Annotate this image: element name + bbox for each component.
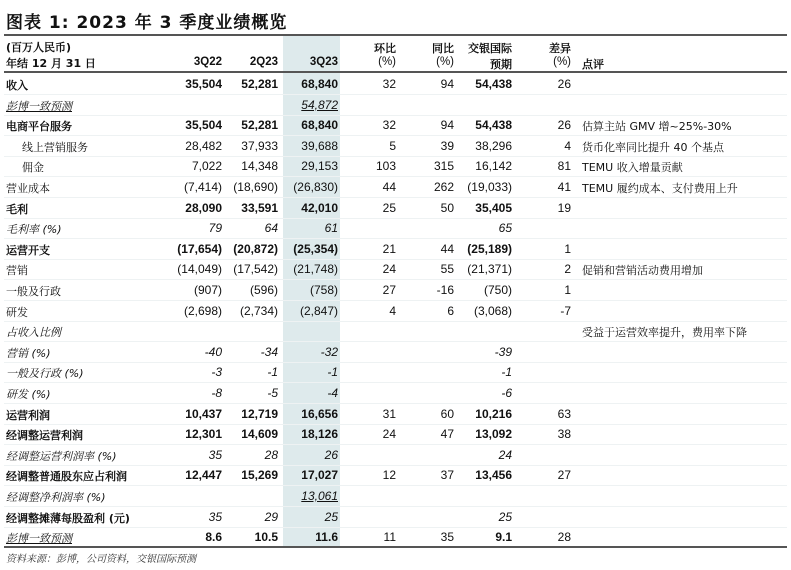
cell-3q23: (26,830): [293, 180, 338, 194]
cell-qoq: 4: [389, 303, 396, 318]
cell-estimate: 35,405: [475, 200, 512, 215]
cell-yoy: 37: [440, 468, 454, 483]
cell-qoq: 11: [383, 530, 396, 545]
row-label: 一般及行政: [6, 285, 61, 298]
cell-3q23: -1: [327, 365, 338, 380]
row-label: 经调整净利润率 (%): [6, 491, 106, 504]
cell-yoy: 94: [440, 118, 454, 133]
row-label: 营业成本: [6, 182, 50, 195]
table-top-rule: [4, 34, 787, 36]
cell-2q23: 28: [264, 447, 278, 462]
cell-qoq: 103: [375, 159, 396, 174]
table-row: [4, 444, 787, 466]
cell-estimate: 38,296: [475, 138, 512, 153]
cell-qoq: 27: [382, 283, 396, 297]
cell-3q22: (907): [193, 283, 222, 297]
cell-estimate: (25,189): [467, 241, 512, 256]
cell-diff: 38: [557, 427, 571, 442]
col-header-qoq: 环比: [374, 42, 396, 55]
cell-2q23: 14,609: [241, 427, 278, 442]
col-header-diff: 差异: [549, 42, 571, 55]
cell-2q23: -1: [267, 365, 278, 380]
cell-3q22: -8: [211, 386, 222, 400]
row-label: 毛利率 (%): [6, 223, 62, 237]
cell-yoy: 315: [433, 159, 454, 174]
cell-comment: 估算主站 GMV 增~25%-30%: [582, 120, 732, 134]
cell-3q23: (758): [309, 283, 338, 297]
col-header-3q22: 3Q22: [193, 56, 222, 68]
table-bottom-rule: [4, 546, 787, 548]
row-label: 研发: [6, 305, 28, 319]
table-row: [4, 361, 787, 383]
row-label: 经调整摊薄每股盈利 (元): [6, 511, 130, 525]
cell-3q22: (14,049): [177, 262, 222, 277]
table-row: [4, 382, 787, 404]
cell-3q22: 79: [208, 221, 222, 236]
row-label: 收入: [6, 79, 28, 92]
col-header-estimate-2: 预期: [490, 58, 512, 71]
cell-estimate: 9.1: [495, 530, 512, 545]
cell-estimate: 54,438: [475, 77, 512, 91]
cell-estimate: (3,068): [473, 303, 512, 318]
row-label: 彭博一致预测: [6, 532, 72, 546]
cell-2q23: 52,281: [241, 77, 278, 91]
cell-diff: 81: [557, 159, 571, 174]
cell-yoy: 39: [440, 138, 454, 153]
cell-3q23: 39,688: [301, 138, 338, 153]
cell-3q23: (25,354): [293, 241, 338, 256]
cell-3q22: 12,447: [185, 468, 222, 483]
cell-3q22: 35: [208, 509, 222, 524]
row-label: 线上营销服务: [22, 140, 88, 154]
cell-diff: 41: [557, 180, 571, 194]
cell-3q23: -32: [320, 344, 338, 359]
table-row: [4, 341, 787, 363]
cell-diff: 28: [557, 530, 571, 545]
cell-3q22: 12,301: [185, 427, 222, 442]
cell-estimate: 13,092: [475, 427, 512, 442]
row-label: 毛利: [6, 202, 28, 216]
col-header-estimate: 交银国际: [468, 42, 512, 55]
cell-estimate: 10,216: [475, 406, 512, 421]
cell-diff: 26: [557, 118, 571, 133]
cell-3q22: 10,437: [185, 406, 222, 421]
cell-2q23: (20,872): [233, 241, 278, 256]
figure-title: 图表 1: 2023 年 3 季度业绩概览: [6, 13, 288, 33]
col-header-2q23: 2Q23: [249, 56, 278, 68]
cell-3q23: 29,153: [301, 159, 338, 174]
cell-3q22: (2,698): [183, 303, 222, 318]
cell-3q22: (7,414): [183, 180, 222, 194]
cell-2q23: 14,348: [241, 159, 278, 174]
cell-estimate: -39: [494, 344, 512, 359]
cell-estimate: 13,456: [475, 468, 512, 483]
cell-2q23: -34: [260, 344, 278, 359]
cell-3q22: 35,504: [185, 77, 222, 91]
row-label: 经调整运营利润率 (%): [6, 449, 117, 463]
cell-comment: TEMU 履约成本、支付费用上升: [582, 182, 738, 195]
cell-3q23: 68,840: [301, 77, 338, 91]
cell-diff: 26: [557, 77, 571, 91]
cell-yoy: 55: [440, 262, 454, 277]
table-row: [4, 94, 787, 116]
cell-qoq: 31: [382, 406, 396, 421]
cell-yoy: 94: [440, 77, 454, 91]
cell-2q23: (18,690): [233, 180, 278, 194]
cell-estimate: (19,033): [467, 180, 512, 194]
cell-2q23: 37,933: [241, 138, 278, 153]
cell-diff: 19: [557, 200, 571, 215]
cell-yoy: 60: [440, 406, 454, 421]
unit-label: (百万人民币): [6, 41, 72, 54]
col-header-diff-unit: (%): [553, 56, 571, 68]
row-label: 经调整普通股东应占利润: [6, 470, 127, 484]
cell-comment: TEMU 收入增量贡献: [582, 161, 683, 175]
cell-estimate: 16,142: [475, 159, 512, 174]
fiscal-year-label: 年结 12 月 31 日: [6, 57, 96, 70]
cell-2q23: 52,281: [241, 118, 278, 133]
cell-3q23: 42,010: [301, 200, 338, 215]
cell-qoq: 32: [382, 118, 396, 133]
cell-yoy: 47: [440, 427, 454, 442]
cell-3q23: 61: [324, 221, 338, 236]
cell-qoq: 21: [382, 241, 396, 256]
cell-qoq: 5: [389, 138, 396, 153]
cell-qoq: 25: [382, 200, 396, 215]
cell-3q23: 18,126: [301, 427, 338, 442]
cell-3q23: (21,748): [293, 262, 338, 277]
cell-3q22: 28,090: [185, 200, 222, 215]
cell-diff: 1: [564, 283, 571, 297]
cell-3q23: 13,061: [301, 489, 338, 503]
cell-yoy: -16: [436, 283, 454, 297]
table-row: [4, 485, 787, 507]
cell-estimate: -6: [501, 386, 512, 400]
col-header-3q23: 3Q23: [309, 56, 338, 68]
cell-yoy: 50: [440, 200, 454, 215]
cell-2q23: (596): [249, 283, 278, 297]
cell-3q23: (2,847): [299, 303, 338, 318]
cell-diff: -7: [560, 303, 571, 318]
cell-2q23: (2,734): [239, 303, 278, 318]
cell-3q22: 35: [208, 447, 222, 462]
col-header-yoy-unit: (%): [436, 56, 454, 68]
cell-estimate: (750): [483, 283, 512, 297]
cell-qoq: 32: [382, 77, 396, 91]
cell-3q22: 35,504: [185, 118, 222, 133]
cell-yoy: 6: [447, 303, 454, 318]
cell-estimate: (21,371): [467, 262, 512, 277]
source-note: 资料来源：彭博，公司资料，交银国际预测: [6, 554, 196, 565]
row-label: 研发 (%): [6, 388, 51, 401]
cell-3q23: 26: [324, 447, 338, 462]
cell-2q23: 10.5: [254, 530, 278, 545]
cell-2q23: 12,719: [241, 406, 278, 421]
cell-3q22: -40: [204, 344, 222, 359]
row-label: 营销: [6, 264, 28, 278]
cell-2q23: 15,269: [241, 468, 278, 483]
col-header-yoy: 同比: [432, 42, 454, 55]
cell-2q23: (17,542): [233, 262, 278, 277]
row-label: 一般及行政 (%): [6, 367, 84, 381]
row-label: 佣金: [22, 161, 44, 175]
row-label: 彭博一致预测: [6, 99, 72, 113]
cell-estimate: 65: [498, 221, 512, 236]
cell-yoy: 44: [440, 241, 454, 256]
cell-qoq: 24: [382, 427, 396, 442]
cell-comment: 促销和营销活动费用增加: [582, 264, 703, 278]
cell-qoq: 12: [382, 468, 396, 483]
cell-3q23: 17,027: [301, 468, 338, 483]
cell-yoy: 35: [440, 530, 454, 545]
cell-yoy: 262: [433, 180, 454, 194]
cell-3q23: -4: [327, 386, 338, 400]
cell-estimate: 25: [498, 509, 512, 524]
cell-2q23: 29: [264, 509, 278, 524]
col-header-qoq-unit: (%): [378, 56, 396, 68]
cell-diff: 4: [564, 138, 571, 153]
cell-3q23: 68,840: [301, 118, 338, 133]
cell-2q23: -5: [267, 386, 278, 400]
cell-qoq: 24: [382, 262, 396, 277]
row-label: 经调整运营利润: [6, 429, 83, 443]
cell-comment: 受益于运营效率提升，费用率下降: [582, 326, 747, 340]
cell-estimate: 54,438: [475, 118, 512, 133]
cell-estimate: 24: [498, 447, 512, 462]
row-label: 电商平台服务: [6, 120, 72, 134]
row-label: 营销 (%): [6, 346, 51, 360]
cell-3q22: (17,654): [177, 241, 222, 256]
cell-3q22: 7,022: [191, 159, 222, 174]
cell-3q23: 11.6: [315, 530, 338, 545]
cell-2q23: 64: [264, 221, 278, 236]
cell-3q22: 28,482: [185, 138, 222, 153]
cell-estimate: -1: [501, 365, 512, 380]
col-header-comment: 点评: [582, 58, 604, 71]
cell-3q23: 54,872: [301, 97, 338, 112]
row-label: 运营开支: [6, 243, 50, 257]
cell-3q23: 16,656: [301, 406, 338, 421]
cell-diff: 63: [557, 406, 571, 421]
row-label: 占收入比例: [6, 326, 61, 340]
cell-3q22: -3: [211, 365, 222, 380]
cell-3q23: 25: [324, 509, 338, 524]
cell-diff: 1: [564, 241, 571, 256]
cell-diff: 2: [564, 262, 571, 277]
cell-qoq: 44: [382, 180, 396, 194]
cell-3q22: 8.6: [205, 530, 222, 545]
cell-comment: 货币化率同比提升 40 个基点: [582, 140, 724, 154]
cell-diff: 27: [557, 468, 571, 483]
row-label: 运营利润: [6, 408, 50, 422]
cell-2q23: 33,591: [241, 200, 278, 215]
table-row: [4, 217, 787, 239]
